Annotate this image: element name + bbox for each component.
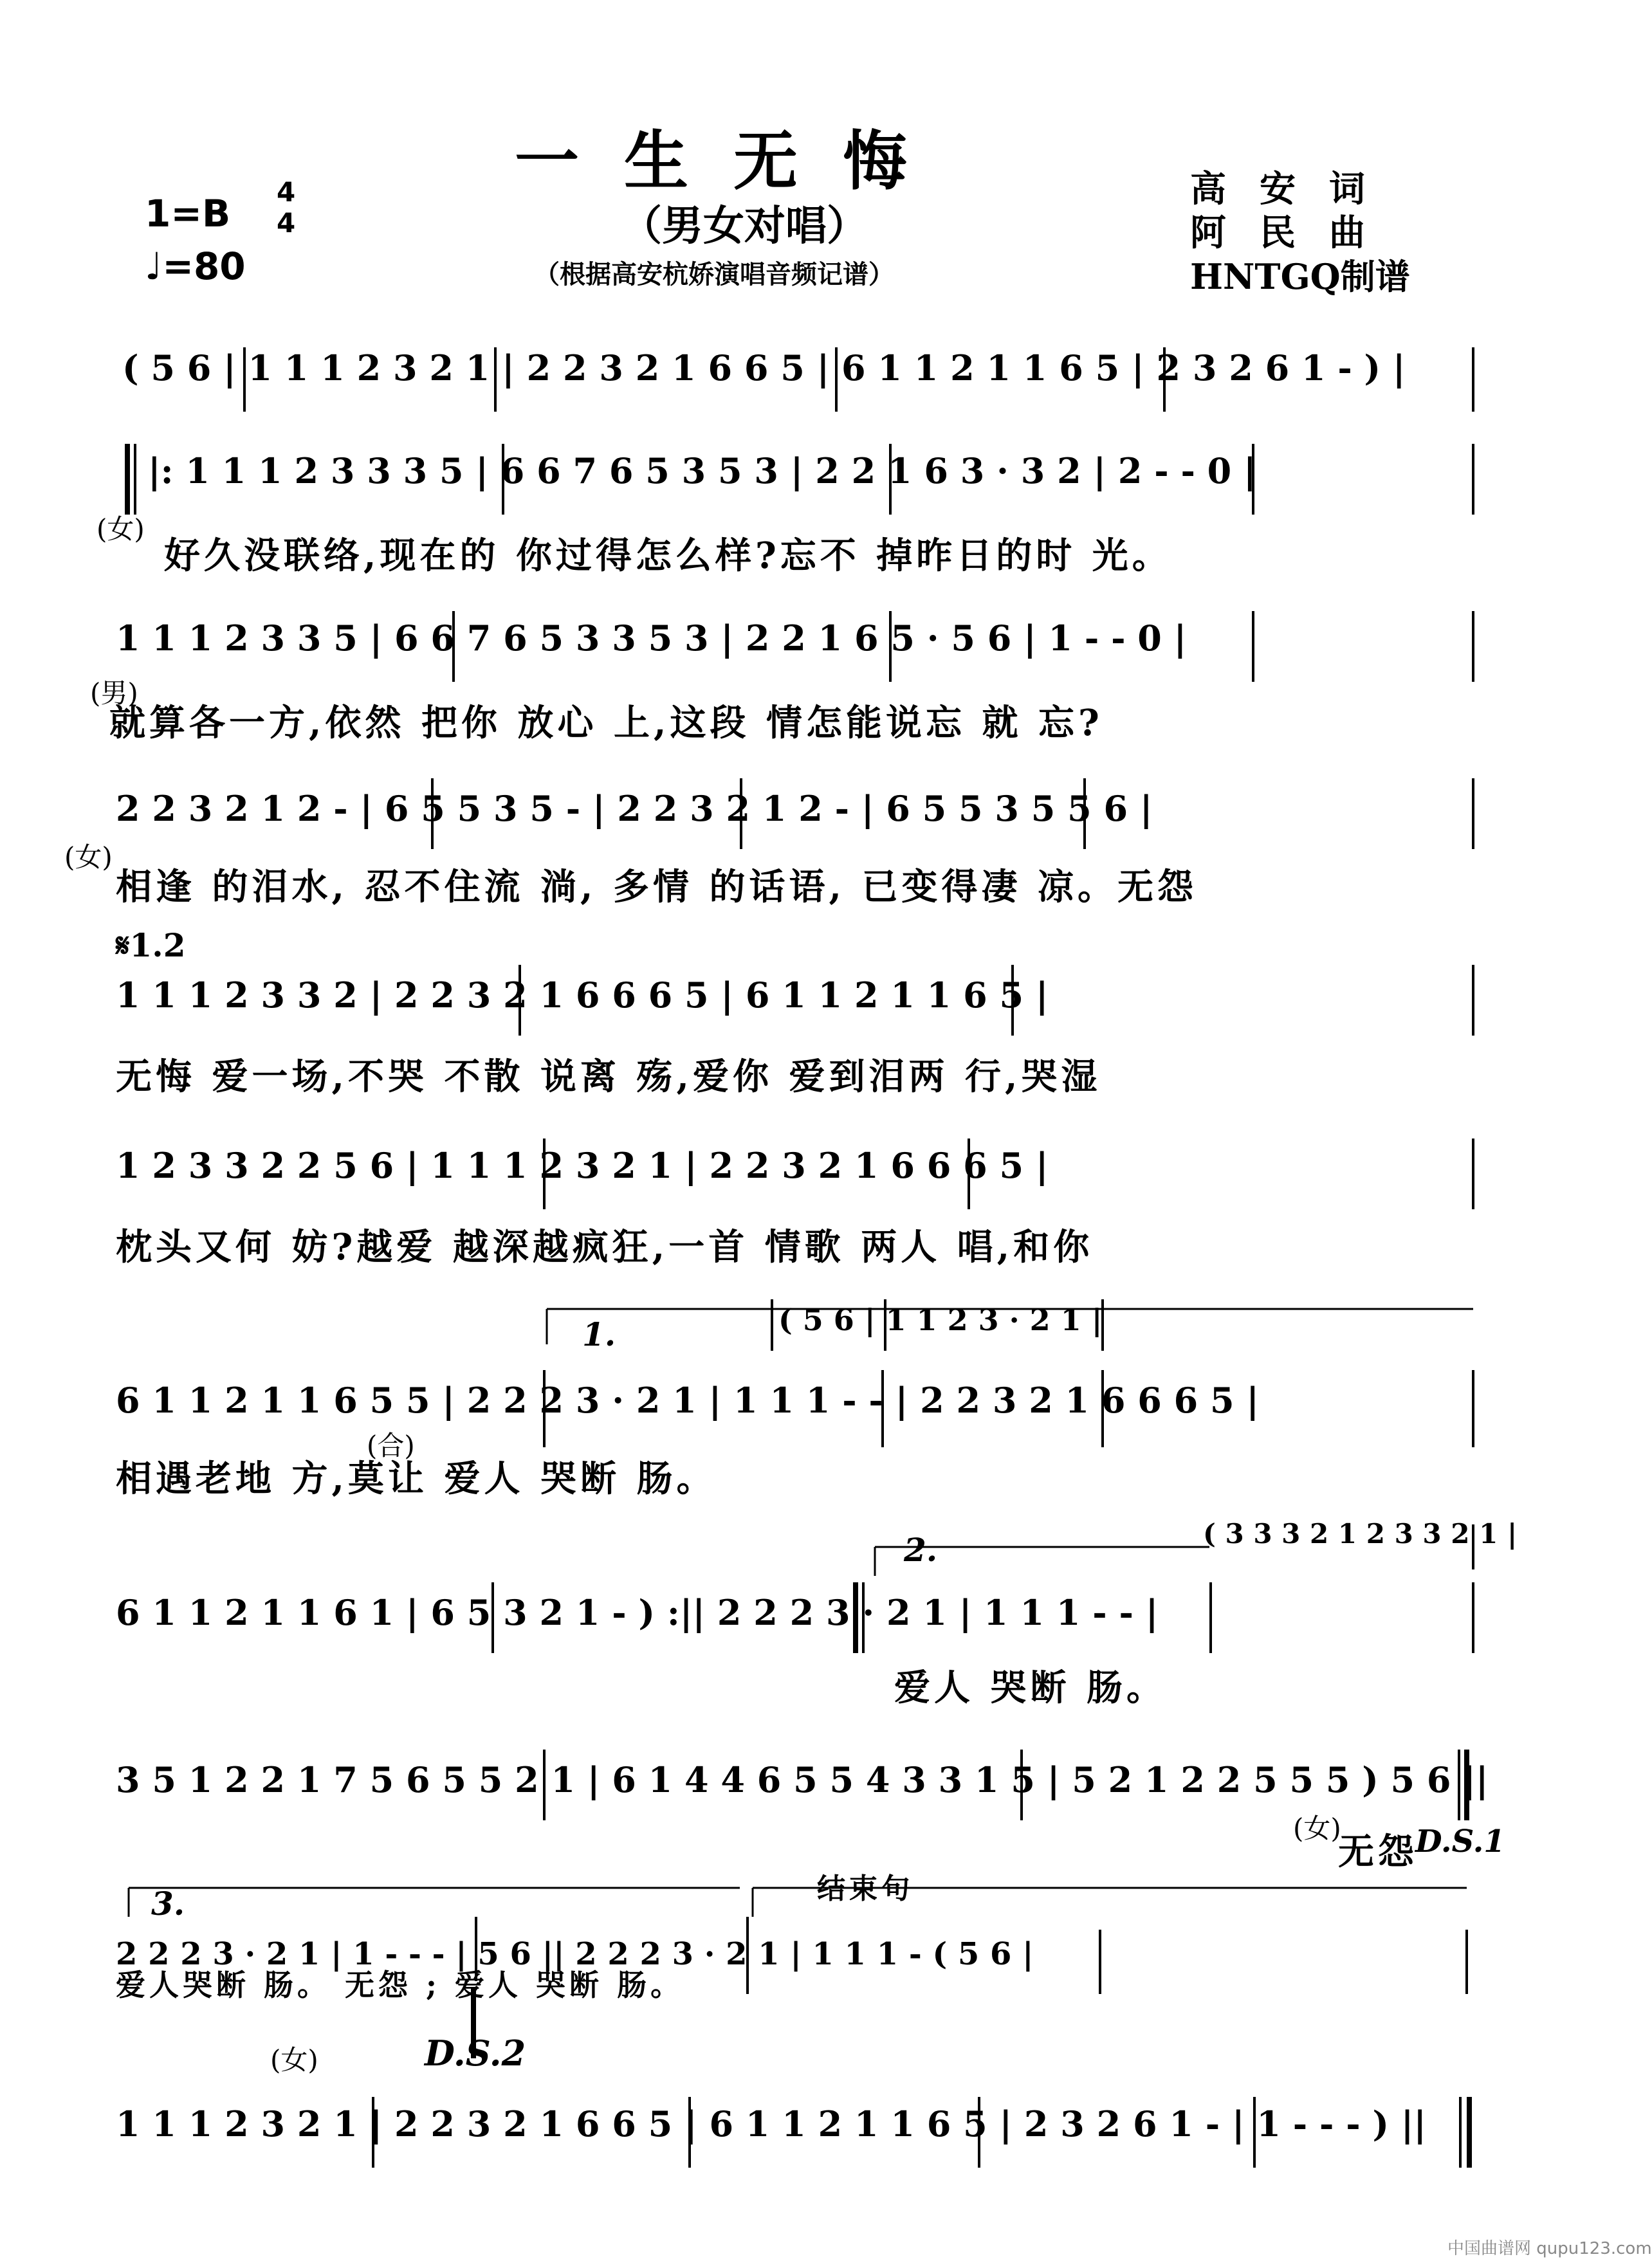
system-8-cue: ( 3 3 3 2 1 2 3 3 2 1 | [1203, 1518, 1518, 1550]
voice-label-female-3: (女) [1293, 1813, 1341, 1844]
system-2-lyrics: 好久没联络,现在的 你过得怎么样?忘不 掉昨日的时 光。 [164, 535, 1172, 577]
system-9-lyrics: 无怨 [1338, 1831, 1418, 1873]
tempo-marking: ♩=80 [145, 244, 246, 288]
system-8-notes: 6 1 1 2 1 1 6 1 | 6 5 3 2 1 - ) :|| 2 2 2 3 · 2 1 | 1 1 1 - - | [116, 1592, 1159, 1633]
system-3-lyrics: 就算各一方,依然 把你 放心 上,这段 情怎能说忘 就 忘? [109, 702, 1103, 744]
system-5-notes: 1 1 1 2 3 3 2 | 2 2 3 2 1 6 6 6 5 | 6 1 1 2 1 1 6 5 | [116, 974, 1049, 1016]
system-3-notes: 1 1 1 2 3 3 5 | 6 6 7 6 5 3 3 5 3 | 2 2 1 6 5 · 5 6 | 1 - - 0 | [116, 617, 1187, 659]
system-2-notes: |: 1 1 1 2 3 3 3 5 | 6 6 7 6 5 3 5 3 | 2 2 1 6 3 · 3 2 | 2 - - 0 | [148, 450, 1256, 491]
system-5-lyrics: 无悔 爱一场,不哭 不散 说离 殇,爱你 爱到泪两 行,哭湿 [116, 1056, 1101, 1098]
song-title: 一生无悔 [515, 123, 952, 199]
system-10-notes: 2 2 2 3 · 2 1 | 1 - - - | 5 6 || 2 2 2 3 · 2 1 | 1 1 1 - ( 5 6 | [116, 1936, 1034, 1972]
system-8-lyrics: 爱人 哭断 肠。 [894, 1667, 1166, 1709]
volta-3-label: 3. [151, 1885, 185, 1923]
volta-2-label: 2. [904, 1531, 938, 1569]
ds-1-marker: D.S.1 [1415, 1824, 1505, 1860]
system-7-cue: ( 5 6 | 1 1 2 3 · 2 1 | [778, 1303, 1103, 1337]
system-11-notes: 1 1 1 2 3 2 1 | 2 2 3 2 1 6 6 5 | 6 1 1 2 1 1 6 5 | 2 3 2 6 1 - | 1 - - - ) || [116, 2103, 1427, 2145]
transcription-note: （根据高安杭娇演唱音频记谱） [534, 259, 894, 289]
time-signature-top: 4 [277, 176, 296, 208]
watermark: 中国曲谱网 qupu123.com [1447, 2239, 1652, 2258]
ending-label: 结束句 [817, 1872, 913, 1905]
transcriber-credit: HNTGQ制谱 [1190, 256, 1410, 297]
system-6-notes: 1 2 3 3 2 2 5 6 | 1 1 1 2 3 2 1 | 2 2 3 2 1 6 6 6 5 | [116, 1145, 1049, 1186]
voice-label-male: (男) [90, 677, 138, 709]
composer-credit: 阿民曲 [1190, 212, 1399, 254]
system-4-lyrics: 相逢 的泪水, 忍不住流 淌, 多情 的话语, 已变得凄 凉。无怨 [116, 866, 1197, 908]
song-subtitle: （男女对唱） [621, 202, 868, 250]
system-7-notes: 6 1 1 2 1 1 6 5 5 | 2 2 2 3 · 2 1 | 1 1 1 - - | 2 2 3 2 1 6 6 6 5 | [116, 1380, 1260, 1421]
system-9-notes: 3 5 1 2 2 1 7 5 6 5 5 2 1 | 6 1 4 4 6 5 5 4 3 3 1 5 | 5 2 1 2 2 5 5 5 ) 5 6 || [116, 1759, 1489, 1800]
system-1-notes: ( 5 6 | 1 1 1 2 3 2 1 | 2 2 3 2 1 6 6 5 | 6 1 1 2 1 1 6 5 | 2 3 2 6 1 - ) | [122, 347, 1406, 389]
voice-label-together: (合) [367, 1430, 415, 1461]
system-10-lyrics: 爱人哭断 肠。 无怨 ; 爱人 哭断 肠。 [116, 1968, 684, 2002]
ds-2-marker: D.S.2 [425, 2033, 526, 2074]
system-6-lyrics: 枕头又何 妨?越爱 越深越疯狂,一首 情歌 两人 唱,和你 [116, 1226, 1094, 1268]
time-signature-bottom: 4 [277, 207, 296, 239]
voice-label-female: (女) [96, 513, 145, 545]
lyricist-credit: 高安词 [1190, 168, 1399, 210]
system-7-lyrics: 相遇老地 方,莫让 爱人 哭断 肠。 [116, 1458, 717, 1500]
system-4-notes: 2 2 3 2 1 2 - | 6 5 5 3 5 - | 2 2 3 2 1 2 - | 6 5 5 3 5 5 6 | [116, 788, 1153, 829]
voice-label-female-2: (女) [64, 841, 113, 873]
key-signature: 1=B [145, 192, 231, 235]
voice-label-female-4: (女) [270, 2044, 318, 2076]
segno-marker: 𝄋1.2 [116, 926, 186, 964]
volta-1-label: 1. [582, 1315, 616, 1353]
